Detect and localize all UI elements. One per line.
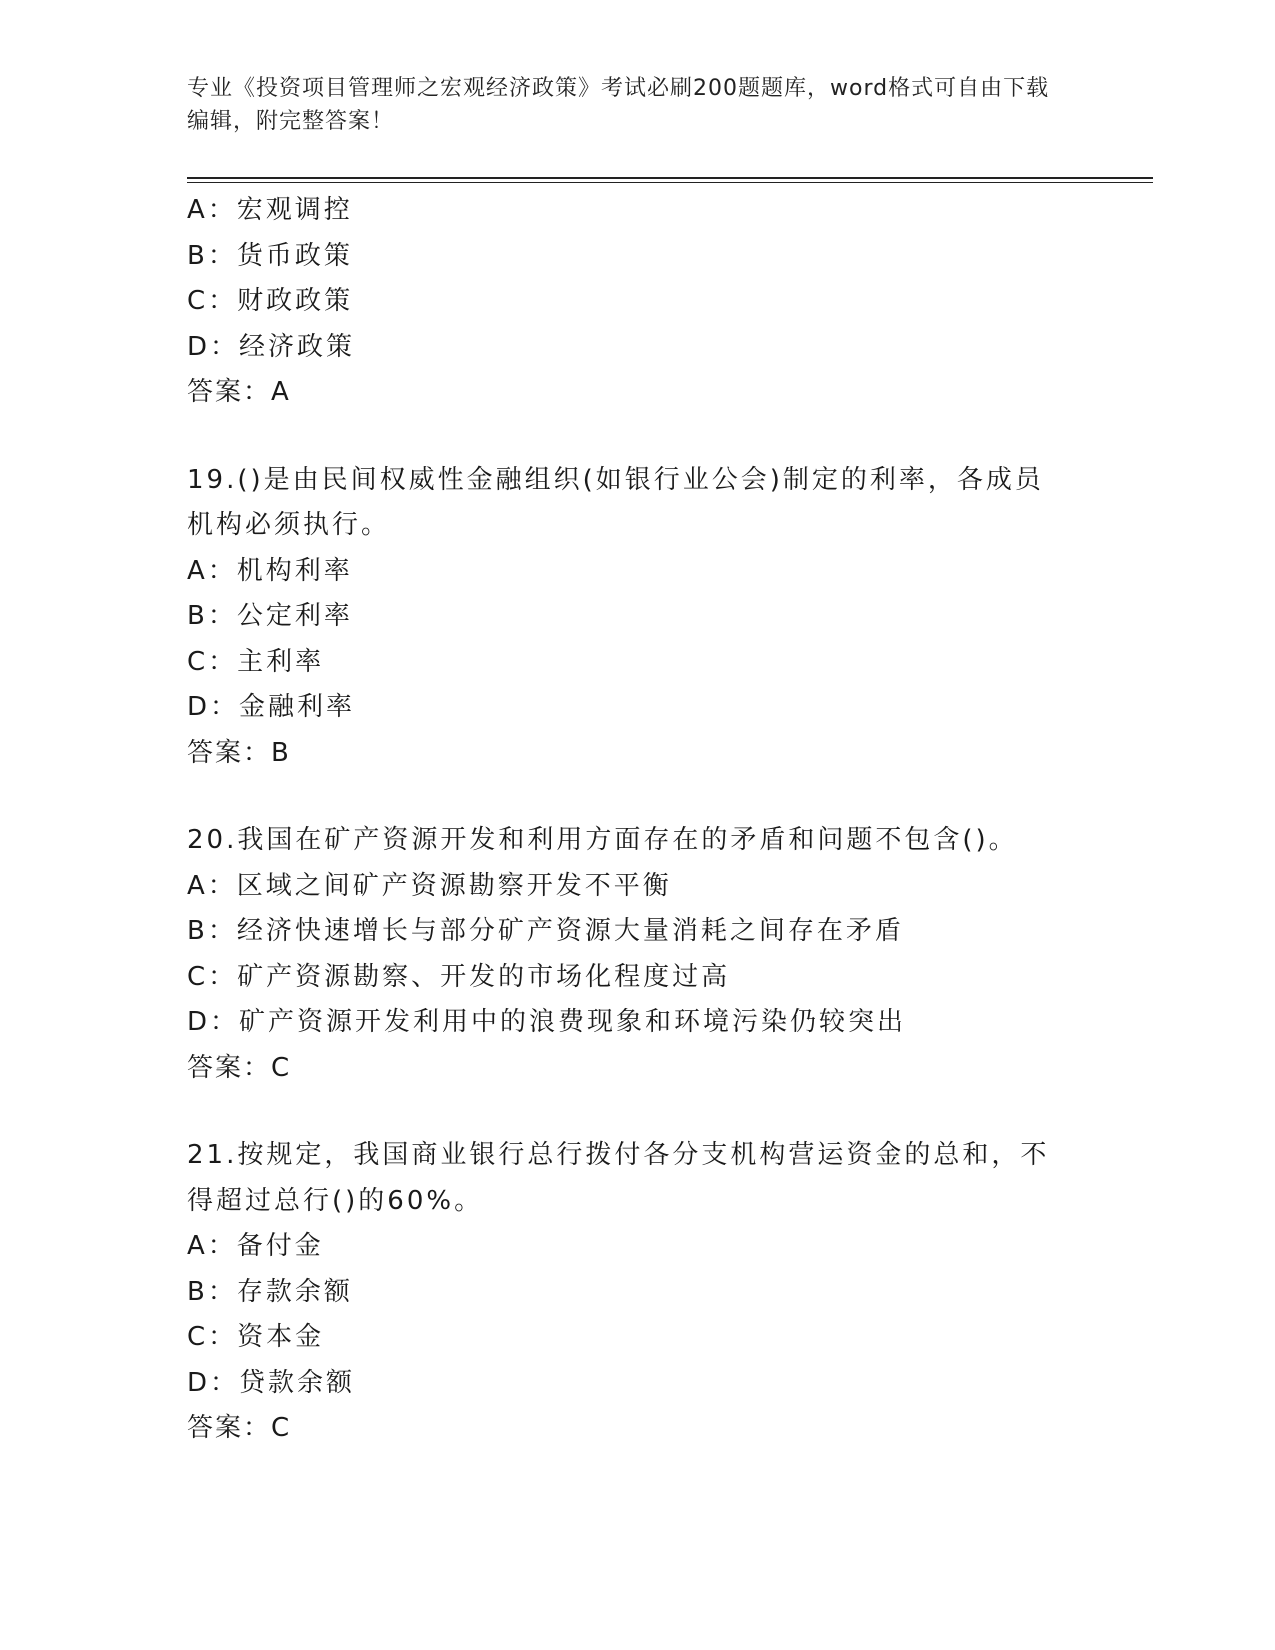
partial-question	[187, 188, 1087, 416]
option-a: A：机构利率	[187, 555, 353, 586]
option-c: C：财政政策	[187, 286, 354, 316]
option-b: B：货币政策	[187, 240, 353, 271]
question-text: 20.我国在矿产资源开发和利用方面存在的矛盾和问题不包含()。	[187, 825, 1018, 855]
option-c: C：资本金	[187, 1322, 325, 1352]
answer-line	[187, 370, 1087, 416]
option-b: B：经济快速增长与部分矿产资源大量消耗之间存在矛盾	[187, 916, 904, 946]
option-b: B：存款余额	[187, 1276, 353, 1307]
header-rule-thick	[187, 177, 1153, 179]
answer-line	[187, 1046, 1087, 1092]
option-d: D：贷款余额	[187, 1367, 356, 1398]
option-a: A：备付金	[187, 1231, 324, 1261]
question-text: 19.()是由民间权威性金融组织(如银行业公会)制定的利率，各成员机构必须执行。	[187, 464, 1044, 540]
header-rule-thin	[187, 182, 1153, 183]
option-a: A：区域之间矿产资源勘察开发不平衡	[187, 870, 672, 901]
answer-value: A	[271, 377, 291, 407]
option-d: D：金融利率	[187, 692, 356, 722]
question-text: 21.按规定，我国商业银行总行拨付各分支机构营运资金的总和，不得超过总行()的60%。	[187, 1140, 1050, 1216]
question-20	[187, 818, 1087, 1091]
answer-label: 答案：	[187, 1413, 272, 1443]
option-a: A：宏观调控	[187, 195, 353, 225]
answer-line	[187, 731, 1087, 777]
answer-line	[187, 1406, 1087, 1452]
option-d: D：矿产资源开发利用中的浪费现象和环境污染仍较突出	[187, 1007, 907, 1037]
option-b: B：公定利率	[187, 601, 353, 631]
answer-value: C	[271, 1413, 292, 1443]
answer-value: C	[271, 1052, 292, 1083]
question-19	[187, 458, 1087, 777]
answer-label: 答案：	[187, 737, 272, 768]
answer-label: 答案：	[187, 1052, 272, 1083]
option-c: C：主利率	[187, 646, 325, 677]
answer-value: B	[271, 737, 291, 768]
answer-label: 答案：	[187, 377, 272, 407]
option-c: C：矿产资源勘察、开发的市场化程度过高	[187, 961, 731, 992]
option-d: D：经济政策	[187, 331, 356, 362]
question-21	[187, 1133, 1087, 1452]
document-header: 专业《投资项目管理师之宏观经济政策》考试必刷200题题库，word格式可自由下载编辑，附完整答案！	[187, 76, 1050, 134]
document-body	[187, 188, 1087, 1452]
